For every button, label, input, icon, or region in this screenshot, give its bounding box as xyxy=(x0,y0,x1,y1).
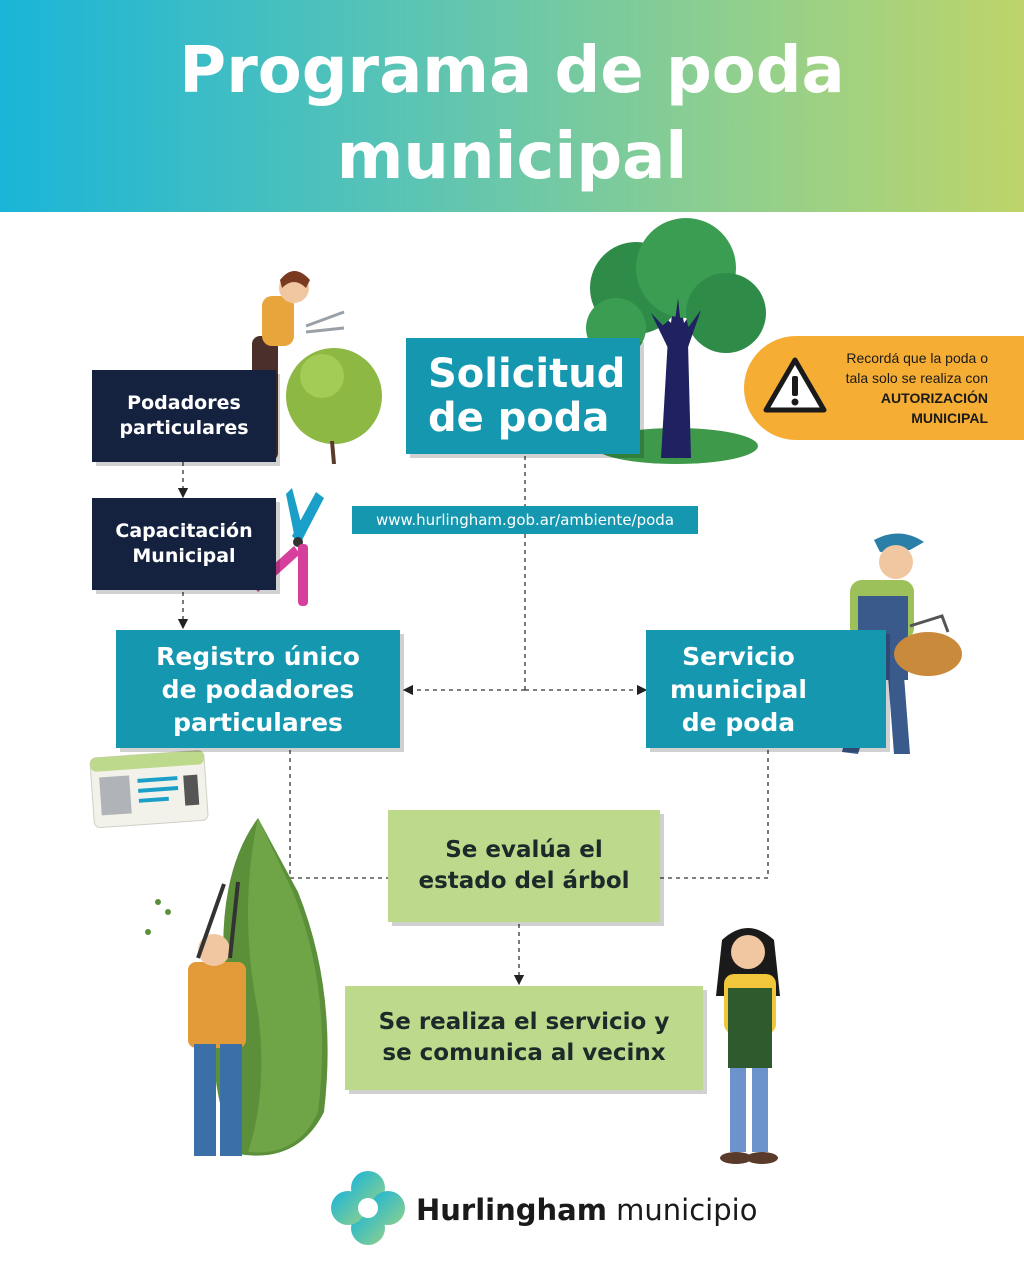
node-solicitud-de-poda xyxy=(406,338,640,454)
node-servicio-municipal xyxy=(646,630,886,748)
node-solicitud-label: Solicitud de poda xyxy=(428,351,626,441)
footer-brand-suffix: municipio xyxy=(616,1193,758,1227)
trimming-hedge-illustration xyxy=(128,812,338,1172)
node-registro-label: Registro único de podadores particulares xyxy=(156,641,360,737)
warning-strong-2: MUNICIPAL xyxy=(911,410,988,426)
neighbor-woman-illustration xyxy=(692,918,802,1168)
flower-logo-icon xyxy=(330,1170,406,1246)
warning-line-2: tala solo se realiza con xyxy=(845,370,988,386)
node-realiza-label: Se realiza el servicio y se comunica al vecinx xyxy=(378,1009,670,1066)
node-evalua-estado xyxy=(388,810,660,922)
node-servicio-label: Servicio municipal de poda xyxy=(670,641,807,737)
footer-brand-name: Hurlingham xyxy=(416,1193,607,1227)
url-link[interactable]: www.hurlingham.gob.ar/ambiente/poda xyxy=(352,506,698,534)
warning-line-1: Recordá que la poda o xyxy=(846,350,988,366)
node-evalua-label: Se evalúa el estado del árbol xyxy=(418,837,630,894)
node-podadores-particulares xyxy=(92,370,276,462)
warning-triangle-icon xyxy=(762,356,828,414)
node-capacitacion-municipal xyxy=(92,498,276,590)
warning-text xyxy=(820,348,988,428)
node-podadores-label: Podadores particulares xyxy=(119,392,249,439)
node-realiza-servicio xyxy=(345,986,703,1090)
node-registro-unico xyxy=(116,630,400,748)
page-title: Programa de poda municipal xyxy=(179,34,845,194)
footer-brand xyxy=(416,1190,757,1230)
node-capacitacion-label: Capacitación Municipal xyxy=(115,520,253,567)
warning-strong-1: AUTORIZACIÓN xyxy=(880,390,988,406)
